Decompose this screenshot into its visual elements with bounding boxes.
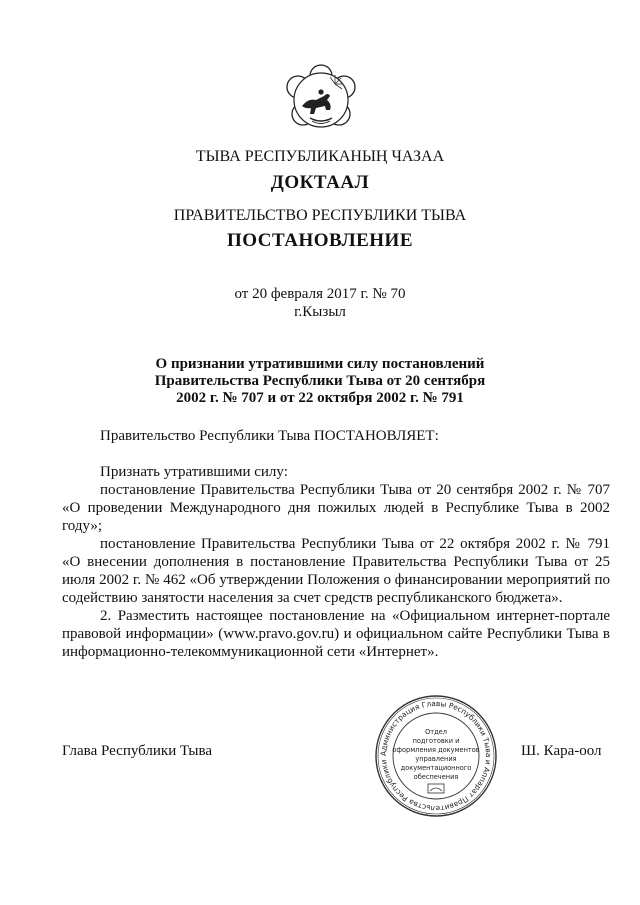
stamp-center-line: подготовки и bbox=[412, 737, 460, 745]
stamp-center-line: Отдел bbox=[425, 728, 447, 736]
signature-position: Глава Республики Тыва bbox=[62, 743, 213, 759]
stamp-center-line: документационного bbox=[400, 764, 472, 772]
header-russian-government: ПРАВИТЕЛЬСТВО РЕСПУБЛИКИ ТЫВА bbox=[173, 207, 467, 224]
stamp-ring-text: Администрация Главы Республики Тыва и Аппарат Правительства Республики bbox=[378, 698, 494, 814]
document-title-line: Правительства Республики Тыва от 20 сентября bbox=[154, 373, 486, 389]
official-stamp bbox=[372, 692, 500, 820]
document-date-number: от 20 февраля 2017 г. № 70 bbox=[234, 286, 406, 302]
document-title bbox=[0, 356, 640, 407]
document-city: г.Кызыл bbox=[294, 304, 346, 320]
header-tuvan-government: ТЫВА РЕСПУБЛИКАНЫҢ ЧАЗАА bbox=[195, 148, 445, 165]
emblem-logo bbox=[280, 62, 362, 140]
stamp-emblem-icon bbox=[428, 784, 444, 793]
document-title-line: О признании утратившими силу постановлений bbox=[155, 356, 485, 372]
preamble-paragraph: Правительство Республики Тыва ПОСТАНОВЛЯЕТ: bbox=[100, 428, 439, 444]
body-paragraph-4: 2. Разместить настоящее постановление на «Официальном интернет-портале правовой информации» (www.pravo.gov.ru) и официальном сайте Республики Тыва в информационно-телекоммуникационной сети «Интернет». bbox=[62, 608, 610, 660]
body-paragraph-2: постановление Правительства Республики Тыва от 20 сентября 2002 г. № 707 «О проведении Международного дня пожилых людей в Республике Тыва в 2002 году»; bbox=[62, 482, 610, 534]
header-russian-doc-type: ПОСТАНОВЛЕНИЕ bbox=[226, 230, 414, 251]
body-paragraph-1: Признать утратившими силу: bbox=[100, 464, 288, 480]
header-tuvan-doc-type: ДОКТААЛ bbox=[270, 172, 370, 193]
stamp-center-line: обеспечения bbox=[413, 773, 459, 781]
document-title-line: 2002 г. № 707 и от 22 октября 2002 г. № 791 bbox=[176, 390, 464, 406]
document-body bbox=[62, 427, 610, 661]
body-paragraph-3: постановление Правительства Республики Тыва от 22 октября 2002 г. № 791 «О внесении дополнения в постановление Правительства Республики Тыва от 25 июля 2002 г. № 462 «Об утверждении Положения о финансировании мероприятий по содействию занятости населения за счет средств республиканского бюджета». bbox=[62, 536, 610, 606]
stamp-center-line: управления bbox=[415, 755, 457, 763]
signature-name: Ш. Кара-оол bbox=[521, 743, 602, 759]
stamp-center-line: оформления документов bbox=[392, 746, 480, 754]
